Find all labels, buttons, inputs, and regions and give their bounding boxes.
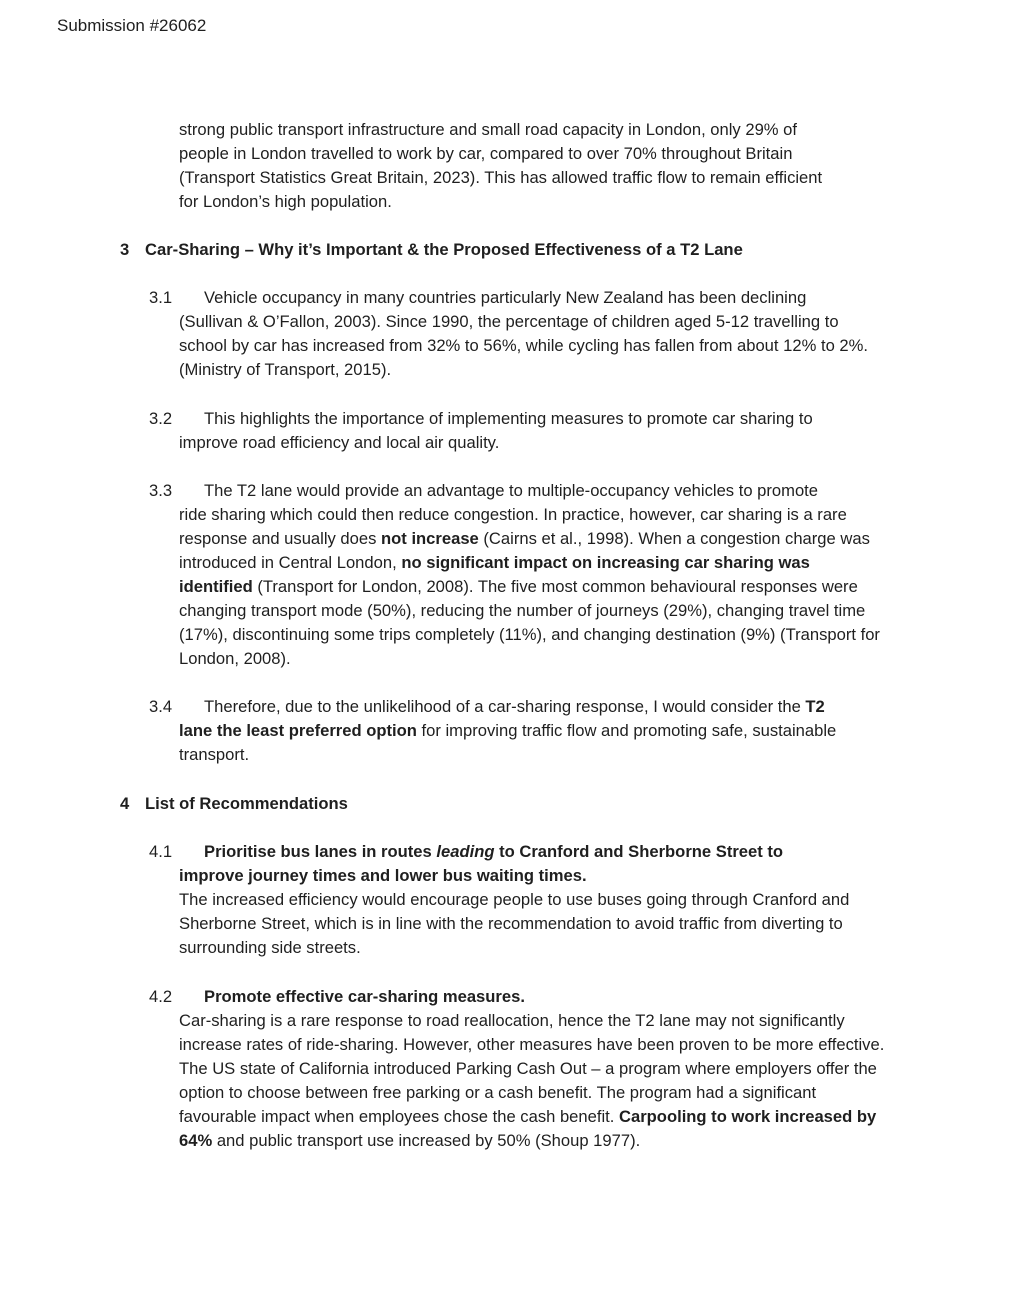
emphasis: Carpooling to work increased by 64%: [179, 1107, 877, 1150]
text-run: and public transport use increased by 50% (Shoup 1977).: [212, 1131, 641, 1150]
paragraph-text: This highlights the importance of implementing measures to promote car sharing to: [204, 409, 813, 428]
recommendation-title: [204, 842, 783, 861]
text-run: (Cairns et al., 1998). When a congestion charge was introduced in Central London,: [179, 529, 870, 572]
section-title: Car-Sharing – Why it’s Important & the Proposed Effectiveness of a T2 Lane: [145, 240, 743, 259]
recommendation-4-2: [149, 985, 901, 1153]
paragraph-number: 4.2: [149, 987, 173, 1006]
emphasis: lane the least preferred option: [179, 721, 417, 740]
text-run: Prioritise bus lanes in routes: [204, 842, 437, 861]
text-run: to Cranford and Sherborne Street to: [494, 842, 784, 861]
paragraph-number: 3.1: [149, 288, 173, 307]
paragraph-3-1: [149, 286, 901, 382]
recommendation-body: [179, 1009, 897, 1153]
emphasis: not increase: [381, 529, 479, 548]
submission-number: Submission #26062: [57, 16, 207, 35]
section-title: List of Recommendations: [145, 794, 348, 813]
intro-line: strong public transport infrastructure and small road capacity in London, only 29% of: [179, 120, 797, 139]
paragraph-text: [179, 719, 879, 767]
paragraph-3-4: [149, 695, 901, 767]
recommendation-body: The increased efficiency would encourage people to use buses going through Cranford and Sherborne Street, which is in line with the recommendation to avoid traffic from diverting to surrounding side streets.: [179, 890, 850, 957]
paragraph-text: The T2 lane would provide an advantage to multiple-occupancy vehicles to promote: [204, 481, 819, 500]
paragraph-text: (Sullivan & O’Fallon, 2003). Since 1990, the percentage of children aged 5-12 travelling to school by car has increased from 32% to 56%, while cycling has fallen from about 12% to 2%. (Ministry of Transport, 2015).: [179, 312, 868, 379]
text-run: improve journey times and lower bus waiting times.: [179, 866, 587, 885]
text-run: for improving traffic flow and promoting safe, sustainable transport.: [179, 721, 837, 764]
section-4-heading: [120, 792, 348, 816]
emphasis-italic: leading: [436, 842, 495, 861]
paragraph-text: Therefore, due to the unlikelihood of a car-sharing response, I would consider the: [204, 697, 806, 716]
section-number: 3: [120, 240, 130, 259]
paragraph-text: [179, 503, 884, 671]
text-run: ride sharing which could then reduce congestion. In practice, however, car sharing is a rare response and usually does: [179, 505, 847, 548]
emphasis: no significant impact on increasing car sharing was identified: [179, 553, 810, 596]
intro-paragraph: [179, 118, 899, 214]
paragraph-3-3: [149, 479, 901, 671]
paragraph-number: 3.4: [149, 697, 173, 716]
paragraph-3-2: [149, 407, 901, 455]
paragraph-number: 3.3: [149, 481, 173, 500]
section-3-heading: [120, 238, 743, 262]
recommendation-title: [179, 864, 901, 888]
recommendation-title: Promote effective car-sharing measures.: [204, 987, 525, 1006]
intro-line: for London’s high population.: [179, 192, 392, 211]
text-run: Car-sharing is a rare response to road reallocation, hence the T2 lane may not significantly increase rates of ride-sharing. However, other measures have been proven to be more effective. The US state of California introduced Parking Cash Out – a program where employers offer the option to choose between free parking or a cash benefit. The program had a significant favourable impact when employees chose the cash benefit.: [179, 1011, 885, 1126]
intro-line: people in London travelled to work by car, compared to over 70% throughout Britain: [179, 144, 793, 163]
emphasis: T2: [805, 697, 825, 716]
paragraph-number: 4.1: [149, 842, 173, 861]
paragraph-text: Vehicle occupancy in many countries particularly New Zealand has been declining: [204, 288, 807, 307]
recommendation-4-1: [149, 840, 901, 960]
paragraph-text: improve road efficiency and local air quality.: [179, 433, 500, 452]
text-run: (Transport for London, 2008). The five most common behavioural responses were changing transport mode (50%), reducing the number of journeys (29%), changing travel time (17%), discontinuing some trips completely (11%), and changing destination (9%) (Transport for London, 2008).: [179, 577, 880, 668]
intro-line: (Transport Statistics Great Britain, 2023). This has allowed traffic flow to remain efficient: [179, 168, 823, 187]
section-number: 4: [120, 794, 130, 813]
paragraph-number: 3.2: [149, 409, 173, 428]
